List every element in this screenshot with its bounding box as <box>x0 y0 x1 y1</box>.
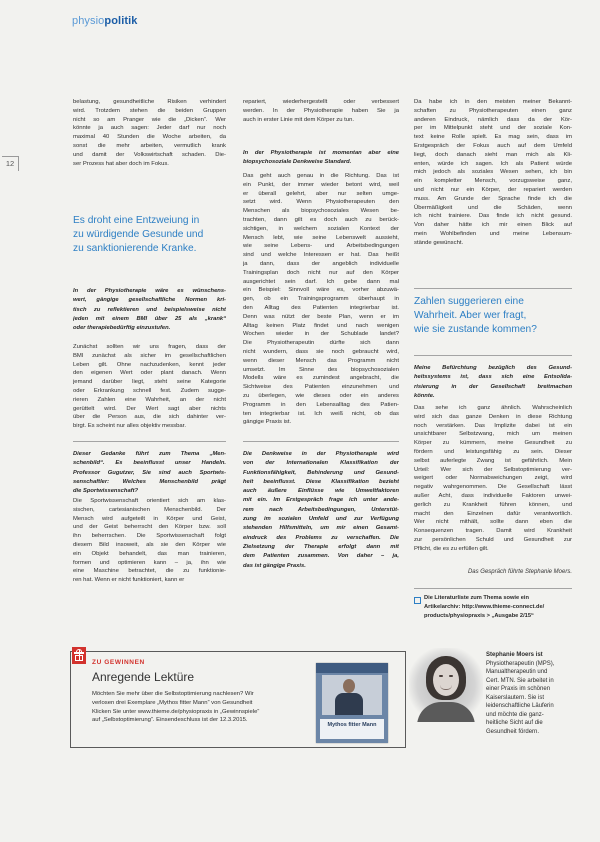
col1-paragraph-3 <box>73 497 226 585</box>
text-line: Artikelarchiv: http://www.thieme-connect.de/ <box>424 604 545 611</box>
text-line: formen und optimieren kann – ja, ihn wie <box>73 559 226 566</box>
text-line: Körper zu kümmern, meine Gesundheit zu <box>414 440 572 447</box>
text-line: zung im sozialen Umfeld und zur Verfügung <box>243 516 399 523</box>
text-line: Wahrheit. Aber wer fragt, <box>414 310 527 321</box>
text-line: heitliche Sicht auf die <box>486 720 543 726</box>
checkbox-icon <box>414 597 421 604</box>
text-line: er überall gelehrt, aber nur selten umge- <box>243 190 399 197</box>
text-line: Mensch lebt, wie seine Lebenswelt aussieht, <box>243 234 399 241</box>
text-line: biopsychosoziale Denkweise Standard. <box>243 159 352 166</box>
divider <box>414 288 572 289</box>
text-line: diesem Bild insoweit, als sie den Körper wie <box>73 541 226 548</box>
text-line: Meine Befürchtung bezüglich des Gesund- <box>414 365 572 371</box>
text-line: leidenschaftliche Läuferin <box>486 703 554 709</box>
text-line: jeden mit einem BMI über 25 als „krank“ <box>73 315 226 322</box>
text-line: rieren Zahlen eine Wahrheit, an der nicht <box>73 396 226 403</box>
text-line: Leben gilt. Ohne nachzudenken, kennt jeder <box>73 361 226 368</box>
text-line: oder therapiebedürftig einzustufen. <box>73 325 171 332</box>
text-line: Da habe ich in den meisten meiner Bekannt- <box>414 99 572 105</box>
text-line: sind und welche Interessen er hat. Das heißt <box>243 252 399 259</box>
text-line: Dieser Gedanke führt zum Thema „Men- <box>73 451 226 457</box>
divider <box>73 441 226 442</box>
text-line: fördern und leistungsfähig zu sein. Dieser <box>414 448 572 455</box>
text-line: außer Acht, dass individuelle Faktoren unwei- <box>414 492 572 499</box>
interview-credit: Das Gespräch führte Stephanie Moers. <box>467 569 572 575</box>
text-line: Mensch wird aufgeteilt in Körper und Geist, <box>73 515 226 522</box>
literature-note <box>424 594 574 622</box>
text-line: negativ wahrgenommen. Die Gesellschaft lässt <box>414 484 572 491</box>
text-line: auch in erster Linie mit dem Körper zu tun. <box>243 116 354 123</box>
text-line: schenbild“. Es beeinflusst unser Handeln. <box>73 460 226 467</box>
text-line: Physiotherapeutin (MPS), <box>486 660 555 667</box>
text-line: den Alltag des Patienten integrierbar ist. <box>243 304 399 311</box>
text-line: mit ein. Im Erstgespräch frage ich unter ande- <box>243 497 399 504</box>
col2-paragraph-2 <box>243 172 399 427</box>
divider <box>414 588 572 589</box>
prize-label: ZU GEWINNEN <box>92 659 145 666</box>
text-line: trachten, dann gilt es doch auch zu berück- <box>243 216 399 223</box>
text-line: Übermäßigkeit und die Schäden, wenn <box>414 204 572 211</box>
col3-paragraph-2 <box>414 404 572 554</box>
text-line: unsichtbarer Selbstzwang, mich um meinen <box>414 431 572 438</box>
text-line: wird. Trotzdem stehen die beiden Gruppen <box>73 107 226 114</box>
text-line: noch verstärken. Das Implizite dabei ist ein <box>414 422 572 429</box>
text-line: Manualtherapeutin und <box>486 669 548 675</box>
text-line: stände gewünscht. <box>414 239 464 246</box>
text-line: belastung, gesundheitliche Risiken verhindert <box>73 99 226 105</box>
text-line: schaften zu Physiotherapeuten einen ganz <box>414 107 572 114</box>
text-line: und der Geist beherrscht den Körper bzw. soll <box>73 524 226 531</box>
text-line: oder Erkrankung schnell fest. Zudem sugge- <box>73 387 226 394</box>
text-line: risierung in der Gesellschaft breitmachen <box>414 383 572 390</box>
text-line: heitssystems ist, dass sich eine Entsolida- <box>414 374 572 381</box>
text-line: rem nach Arbeitsbedingungen, Unterstüt- <box>243 506 399 513</box>
text-line: Konsequenzen tragen. Damit wird Krankheit <box>414 528 572 535</box>
text-line: Denn was nützt der beste Plan, wenn er im <box>243 313 399 320</box>
text-line: Zielsetzung der Therapie erfolgt dann mit <box>243 543 399 550</box>
text-line: ein Objekt behandelt, das man trainieren, <box>73 550 226 557</box>
text-line: gängige Praxis ist. <box>243 419 292 426</box>
divider <box>243 441 399 442</box>
text-line: Kaiserslautern. Sie ist <box>486 694 545 701</box>
text-line: mich jedoch als soziales Wesen sehen, ich bin <box>414 169 572 176</box>
text-line: per im Mittelpunkt steht und der soziale Kon- <box>414 125 572 132</box>
text-line: zu überlegen, wie dieses oder ein anderes <box>243 392 399 399</box>
col2-question-1 <box>243 149 399 168</box>
text-line: tisch zu reflektieren und beispielsweise nicht <box>73 306 226 313</box>
text-line: von der Internationalen Klassifikation der <box>243 460 399 467</box>
text-line: sonst die mehr arbeiten, vermutlich krank <box>73 142 226 149</box>
text-line: In der Physiotherapie wäre es wünschens- <box>73 288 226 294</box>
text-line: Urteil: Wer sich der Selbstoptimierung ver- <box>414 466 572 473</box>
text-line: zur persönlichen Schuld und Gesundheit zur <box>414 536 572 543</box>
divider <box>414 355 572 356</box>
text-line: Cert. MTN. Sie arbeitet in <box>486 677 554 684</box>
author-bio <box>486 651 578 736</box>
text-line: über die Person aus, die sich dahinter ver- <box>73 414 226 421</box>
text-line: Das geht auch genau in die Richtung. Das ist <box>243 173 399 179</box>
text-line: könnte ja auch sagen: Jeder darf nur noch <box>73 125 226 132</box>
text-line: Modells wäre es zumindest angebracht, die <box>243 375 399 382</box>
text-line: zu würdigende Gesunde und <box>73 229 204 240</box>
text-line: repariert, wiederhergestellt oder verbessert <box>243 99 399 105</box>
book-cover-title: Mythos fitter Mann <box>320 719 384 739</box>
text-line: gerüttelt wird. Der Wert sagt aber nichts <box>73 405 226 412</box>
col1-paragraph-1 <box>73 98 226 168</box>
text-line: Zahlen suggerieren eine <box>414 296 524 307</box>
text-line: maximal 40 Stunden die Woche arbeiten, da <box>73 134 226 141</box>
text-line: ja dann, dass der angeblich individuelle <box>243 260 399 267</box>
col1-paragraph-2 <box>73 343 226 431</box>
text-line: jemand darüber liegt, steht seine Kategorie <box>73 379 226 386</box>
text-line: Das sehe ich ganz ähnlich. Wahrscheinlich <box>414 405 572 411</box>
text-line: Die Denkweise in der Physiotherapie wird <box>243 451 399 457</box>
col1-question-1 <box>73 287 226 333</box>
text-line: nicht so am Pranger wie die „Dicken“. Wer <box>73 116 226 123</box>
text-line: die Sportwissenschaft? <box>73 488 139 495</box>
text-line: sischen, cartesianischen Menschenbild. Der <box>73 506 226 513</box>
text-line: einer Praxis im schönen <box>486 686 551 692</box>
text-line: Professor Gugutzer, Sie sind auch Sportwis- <box>73 469 226 476</box>
text-line: enten, würde ich sagen. Ich als Patient würde <box>414 160 572 167</box>
text-line: ein Punkt, der immer wieder betont wird, weil <box>243 181 399 188</box>
section-title-prefix: physio <box>72 15 105 27</box>
text-line: wie sie zustande kommen? <box>414 324 537 335</box>
text-line: eindruck des Problems zu verschaffen. Die <box>243 534 399 541</box>
text-line: In der Physiotherapie ist momentan aber eine <box>243 150 399 156</box>
text-line: Stephanie Moers ist <box>486 652 543 658</box>
text-line: Gesundheit fördern. <box>486 728 540 735</box>
text-line: ren hat. Wenn er nicht funktioniert, kann er <box>73 577 185 584</box>
text-line: Trainingsplan doch nicht nur auf den Körper <box>243 269 399 276</box>
text-line: wenn dieser Mensch das Programm nicht <box>243 357 399 364</box>
section-title <box>72 15 138 27</box>
author-photo <box>409 648 483 722</box>
text-line: Wer nicht mithält, sollte dann eben die <box>414 519 572 526</box>
text-line: wie seine Lebens- und Arbeitsbedingungen <box>243 243 399 250</box>
text-line: eine Maschine betrachtet, die zu funktionie- <box>73 568 226 575</box>
text-line: Erstgespräch der Fokus auch auf dem Umfeld <box>414 142 572 149</box>
col2-question-2 <box>243 450 399 571</box>
col1-pull-quote <box>73 214 226 256</box>
text-line: Sichtweise des Patienten einzunehmen und <box>243 384 399 391</box>
text-line: Die Literaturliste zum Thema sowie ein <box>424 595 529 601</box>
text-line: senschaftler: Welches Menschenbild prägt <box>73 478 226 485</box>
text-line: könnte. <box>414 392 435 399</box>
text-line: wert, gängige gesellschaftliche Normen kri- <box>73 297 226 304</box>
col3-pull-quote <box>414 295 572 337</box>
text-line: Menschen als biopsychosoziales Wesen be- <box>243 208 399 215</box>
text-line: und nicht nur ein Körper, der repariert werden <box>414 186 572 193</box>
text-line: Möchten Sie mehr über die Selbstoptimierung nachlesen? Wir <box>92 691 254 697</box>
text-line: Von daher hätte ich mir einen Blick auf <box>414 222 572 229</box>
col2-paragraph-1 <box>243 98 399 124</box>
text-line: setzt wird. Wenn Physiotherapeuten den <box>243 199 399 206</box>
text-line: werden. In der Physiotherapie haben Sie ja <box>243 107 399 114</box>
text-line: und möchte die ganz- <box>486 711 544 718</box>
text-line: wird sich das ganze Denken in diese Richtung <box>414 413 572 420</box>
text-line: ausgerichtet sein darf. Ich gebe dann mal <box>243 278 399 285</box>
text-line: ein kompletter Mensch, vorzugsweise ganz, <box>414 178 572 185</box>
text-line: liegt, doch danach sieht man mich als Kli- <box>414 151 572 158</box>
text-line: Pflicht, die es zu erfüllen gilt. <box>414 545 489 552</box>
text-line: Klicken Sie unter www.thieme.de/physiopraxis in „Gewinnspiele“ <box>92 708 260 715</box>
text-line: Zunächst sollten wir uns fragen, dass der <box>73 344 226 350</box>
text-line: verlosen drei Exemplare „Mythos fitter Mann“ von Gesundheit <box>92 699 253 706</box>
text-line: nicht wundern, dass sie noch gebraucht wird, <box>243 348 399 355</box>
text-line: umsetzt. Im Sinne des biopsychosozialen <box>243 366 399 373</box>
text-line: anderen Eindruck, nämlich dass da der Kör- <box>414 116 572 123</box>
text-line: sichtigen, in welchem sozialen Kontext der <box>243 225 399 232</box>
text-line: BMI zunächst als sicher im gesellschaftlichen <box>73 352 226 359</box>
text-line: birgt. Es scheint nur alles objektiv messbar. <box>73 423 186 430</box>
text-line: das ist gängige Praxis. <box>243 562 306 569</box>
text-line: ihn beherrschen. Die Sportwissenschaft folgt <box>73 533 226 540</box>
text-line: selbst auferlegte Zwang ist gefährlich. Mein <box>414 457 572 464</box>
text-line: muss. Am Grunde der Sprache finde ich die <box>414 195 572 202</box>
text-line: Funktionsfähigkeit, Behinderung und Gesund- <box>243 469 399 476</box>
text-line: auf „Selbstoptimierung“. Einsendeschluss ist der 12.3.2015. <box>92 717 248 724</box>
text-line: und damit der Volkswirtschaft schaden. Die- <box>73 151 226 158</box>
text-line: Es droht eine Entzweiung in <box>73 215 200 226</box>
text-line: gerlich zu Krankheit führen können, und <box>414 501 572 508</box>
text-line: ser Prozess hat aber doch im Fokus. <box>73 160 169 167</box>
text-line: Die Physiotherapeutin dürfte sich dann <box>243 340 399 347</box>
text-line: weigert oder Normabweichungen zeigt, wird <box>414 475 572 482</box>
text-line: auch äußere Einflüsse wie Umweltfaktoren <box>243 488 399 495</box>
text-line: gen, ob ein Trainingsprogramm überhaupt in <box>243 296 399 303</box>
col3-question-1 <box>414 364 572 401</box>
gift-icon <box>72 647 86 664</box>
text-line: ten integrierbar ist. Ich weiß nicht, ob das <box>243 410 399 417</box>
text-line: text keine Rolle spielt. Es mag sein, dass im <box>414 134 572 141</box>
text-line: ein Beispiel: Sinnvoll wäre es, vorher abzuwä- <box>243 287 399 294</box>
text-line: ich nicht trainiere. Das finde ich nicht gesund. <box>414 213 572 220</box>
text-line: products/physiopraxis > „Ausgabe 2/15“ <box>424 613 534 620</box>
text-line: mein Wohlbefinden und meine Lebensum- <box>414 230 572 237</box>
prize-title: Anregende Lektüre <box>92 670 195 684</box>
text-line: macht den Einzelnen dafür verantwortlich. <box>414 510 572 517</box>
text-line: Die Sportwissenschaft orientiert sich am klas- <box>73 498 226 504</box>
text-line: Wochen wieder in der Schublade landet? <box>243 331 399 338</box>
text-line: stehenden Hilfsmitteln, um mir einen Gesamt- <box>243 525 399 532</box>
text-line: dem Patienten zusammen. Von daher – ja, <box>243 553 399 560</box>
prize-text <box>92 690 310 725</box>
page-number: 12 <box>2 156 19 171</box>
text-line: den eigenen Wert oder plant danach. Wenn <box>73 370 226 377</box>
text-line: heit beeinflusst. Diese Klassifikation bezieht <box>243 478 399 485</box>
text-line: Alltag keinen Platz findet und nach wenigen <box>243 322 399 329</box>
col3-paragraph-1 <box>414 98 572 248</box>
text-line: zu sanktionierende Kranke. <box>73 243 197 254</box>
book-cover-image <box>316 663 388 743</box>
section-title-suffix: politik <box>104 15 138 27</box>
col1-question-2 <box>73 450 226 496</box>
text-line: Programm in den Lebensalltag des Patien- <box>243 401 399 408</box>
